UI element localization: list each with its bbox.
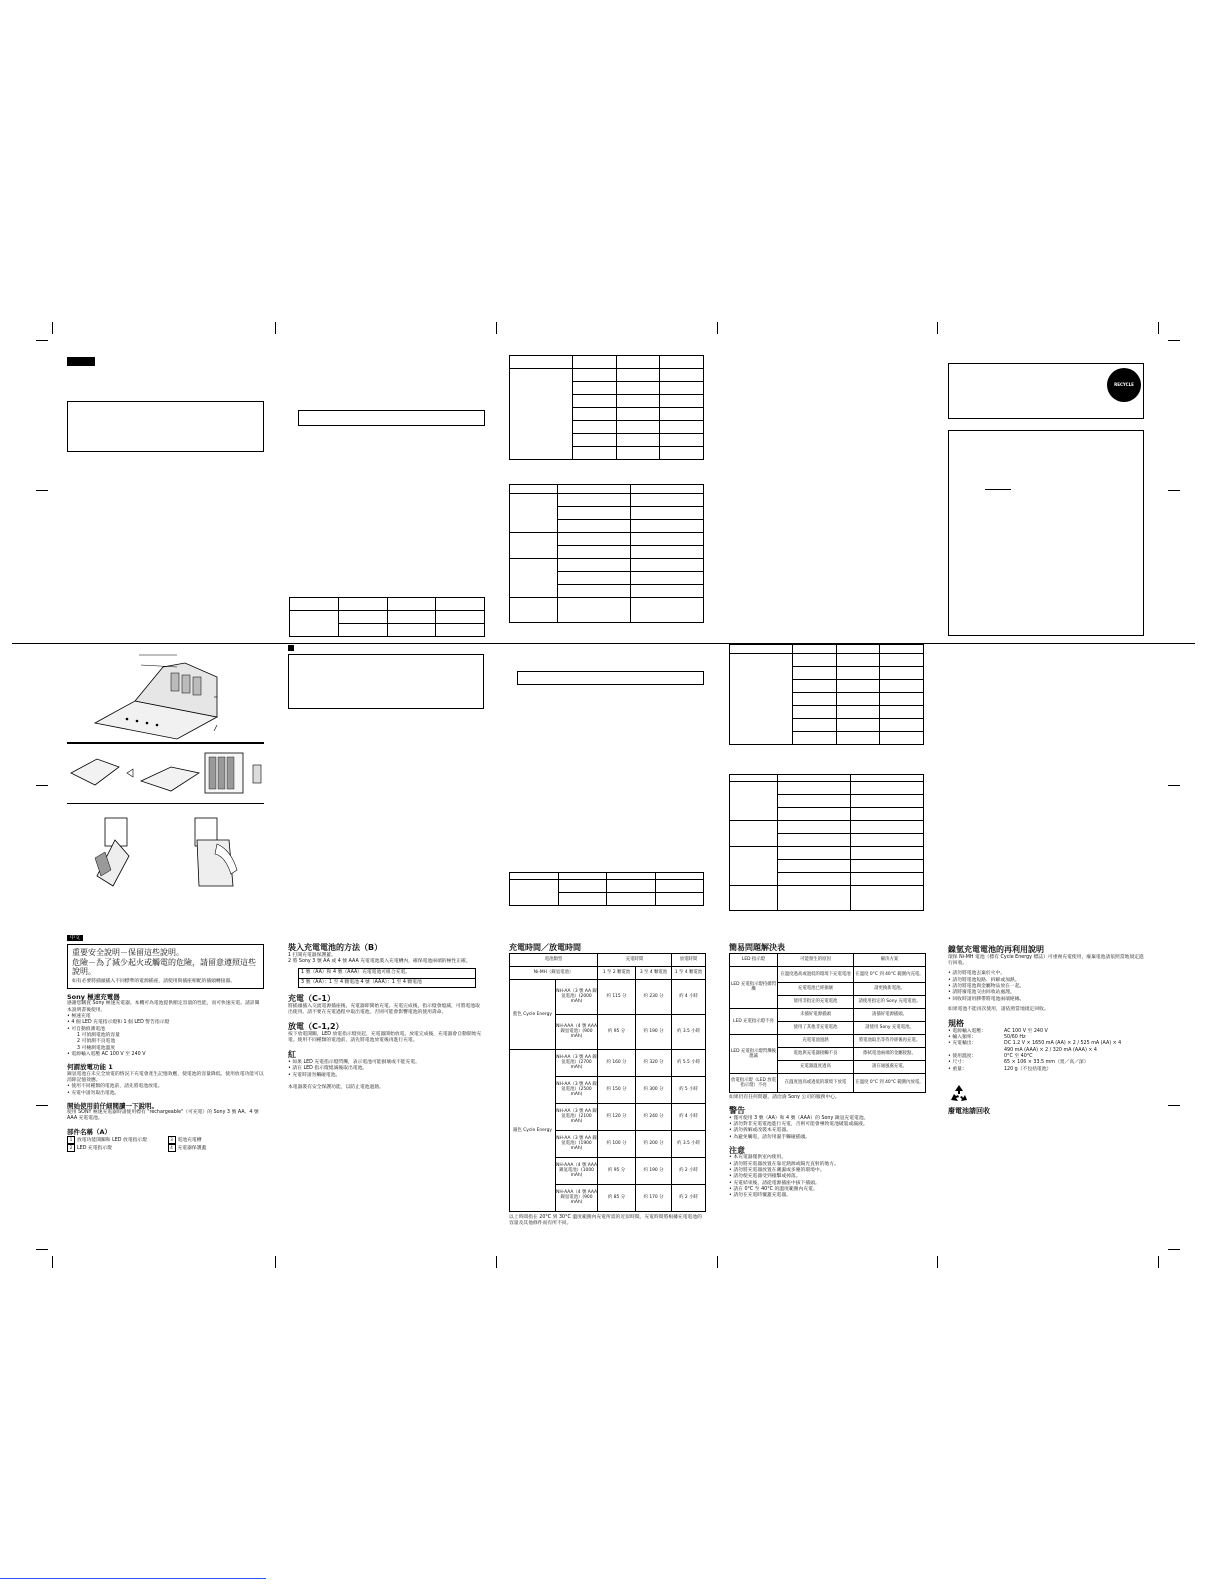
recycle-heading: 鎳氫充電電池的再利用說明 [948, 945, 1044, 954]
recycle-icon [948, 1083, 970, 1105]
middle-table-c [729, 774, 924, 911]
warning-item: • 請勿拆解或改裝本充電器。 [729, 1128, 791, 1134]
warning-heading: 警告 [729, 1105, 745, 1115]
table-row: 銀色 Cycle Energy NH-AA（3 號 AA 鎳氫電池）(2700 mAh) 約 160 分 約 320 分 約 5.5 小時 [510, 1049, 706, 1076]
table-row: 電池與充電器接觸不良 擦拭電池兩端的金屬接點。 [730, 1047, 926, 1060]
part-item: 3 電池充電槽 [168, 1136, 265, 1144]
insert-step: 2 將 Sony 3 號 AA 或 4 號 AAA 充電電池裝入充電槽內，確保電池兩端的極性正確。 [288, 958, 471, 964]
recharge-note: • 充電中請勿取出電池。 [67, 1090, 120, 1096]
spec-label: • 使用溫度： [948, 1054, 977, 1060]
recycle-badge: RECYCLE [1107, 368, 1141, 402]
feature-item: • 可自動偵測電池 [67, 1026, 105, 1032]
col-subheader: 1 至 4 顆電池 [672, 966, 706, 979]
upper-table-a [289, 597, 485, 637]
red-item: • 充電時請勿觸碰電池。 [288, 1072, 341, 1078]
col-header: 放電時間 [672, 953, 706, 966]
caution-heading: 注意 [729, 1145, 745, 1155]
spec-label: • 電源輸入電壓： [948, 1028, 986, 1034]
caution-item: • 請勿將充電器放置在靠近熱源或陽光直射的地方。 [729, 1161, 839, 1167]
charge-heading: 充電（C-1） [288, 993, 335, 1003]
column-3 [509, 943, 705, 1227]
col-subheader: Ni-MH（鎳氫電池） [510, 966, 598, 979]
caution-item: • 本充電器僅供室內使用。 [729, 1155, 787, 1161]
intro-body: 感謝您購買 Sony 極速充電器。本機可為電池提供額定容量的性能，而可快速充電。請詳閱本說明書後使用。 [67, 1001, 260, 1013]
intro-heading: Sony 極速充電器 [67, 993, 120, 1002]
before-use-heading: 開始使用前仔細閱讀一下說明。 [67, 1101, 158, 1110]
caution-item: • 請勿將充電器放置在潮濕或多塵的環境中。 [729, 1168, 825, 1174]
spec-label: • 輸入頻率： [948, 1035, 977, 1041]
part-item: 2 LED 充電指示燈 [67, 1144, 164, 1152]
table-row: 充電器溫度過高 請在通風處充電。 [730, 1060, 926, 1073]
warning-item: • 請勿對非充電電池進行充電，否則可能會導致電池破裂或漏液。 [729, 1121, 868, 1127]
recycle-logo [948, 1083, 1144, 1116]
caution-item: • 請勿在充電時覆蓋充電器。 [729, 1193, 791, 1199]
insert-battery-illustration [67, 745, 264, 803]
discharge-body: 按下放電開關，LED 放電指示燈亮起，充電器開始放電。放電完成後，充電器會自動開始充電。使用不同種類的電池前，請先將電池放電後再進行充電。 [288, 1031, 482, 1044]
group-label: 藍色 Cycle Energy [510, 979, 556, 1049]
recharge-note: • 使用不同種類的電池前，請先將電池放電。 [67, 1084, 163, 1090]
recycle-logo-label: 廢電池請回收 [948, 1107, 990, 1116]
red-item: • 請在 LED 指示燈熄滅後取出電池。 [288, 1066, 368, 1072]
wall-plug-illustration [67, 806, 264, 891]
insert-note-line: 1 號（AA）和 4 號（AAA）充電電池可組合充電。 [299, 969, 475, 978]
feature-item: • 4 個 LED 充電指示燈和 1 個 LED 警告指示燈 [67, 1020, 170, 1026]
trouble-table [729, 953, 926, 1093]
specs-list [948, 1029, 1144, 1073]
recycle-item: • 請將廢電池交由回收站處理。 [948, 990, 1015, 996]
trouble-note: 如果仍有任何問題，請洽詢 Sony 公司的服務中心。 [729, 1094, 840, 1100]
recycle-item: • 請勿將電池與金屬物品放在一起。 [948, 983, 1025, 989]
group-label: 銀色 Cycle Energy [510, 1049, 556, 1211]
red-heading: 紅 [288, 1050, 296, 1060]
recycle-item: • 請勿將電池短路、拆解或加熱。 [948, 977, 1020, 983]
caution-item: • 請在 0°C 至 40°C 的溫度範圍內充電。 [729, 1187, 818, 1193]
insert-note-box [298, 968, 476, 988]
upper-table-b [509, 355, 704, 460]
table-row: NH-AA（3 號 AA 鎳氫電池）(2500 mAh) 約 150 分 約 300 分 約 5 小時 [510, 1076, 706, 1103]
discharge-heading: 放電（C-1,2） [288, 1022, 344, 1032]
spec-value: 490 mA (AAA) × 2 / 320 mA (AAA) × 4 [1004, 1047, 1097, 1053]
column-4 [729, 943, 925, 1200]
feature-item: • 電源輸入電壓 AC 100 V 至 240 V [67, 1052, 146, 1058]
recycle-item: • 請勿將電池丟棄於火中。 [948, 971, 1006, 977]
col-header: LED 指示燈 [730, 953, 778, 966]
safety-body: 如有必要將插頭插入不同標準的電源插座，請使用與插座相配的插頭轉接器。 [72, 979, 236, 985]
table-row: NH-AA（3 號 AA 鎳氫電池）(2100 mAh) 約 120 分 約 240 分 約 4 小時 [510, 1103, 706, 1130]
col-header: 可能發生的原因 [778, 953, 854, 966]
column-5 [948, 945, 1144, 1116]
column-2 [288, 943, 484, 1091]
language-tag: 中文 [67, 935, 83, 941]
safety-danger: 危險－為了減少起火或觸電的危險，請留意遵照這些說明。 [72, 957, 256, 977]
insert-heading: 裝入充電電池的方法（B） [288, 943, 383, 952]
table-row: 充電電池已經損壞 請更換新電池。 [730, 982, 926, 995]
middle-table-b [729, 644, 924, 745]
part-item: 4 充電器保護蓋 [168, 1144, 265, 1152]
recharge-body: 鎳氫電池在未完全放電的情況下充電會產生記憶效應，使電池的容量降低。使用放電功能可以消除記憶效應。 [67, 1071, 264, 1083]
col-header: 電池類型 [510, 953, 598, 966]
charge-time-table [509, 953, 706, 1212]
feature-item: 3 可檢測電池溫度 [77, 1045, 116, 1051]
recharge-heading: 何謂放電功能 1 [67, 1063, 113, 1072]
feature-item: 2 可偵測不良電池 [77, 1039, 116, 1045]
insert-note-line: 3 號（AA）：1 至 4 顆電池 4 號（AAA）：1 至 4 顆電池 [301, 979, 422, 985]
safety-title: 重要安全說明－保留這些說明。 [72, 948, 184, 958]
part-item: 1 放電功能開關和 LED 放電指示燈 [67, 1136, 164, 1144]
spec-value: DC 1.2 V × 1650 mA (AA) × 2 / 525 mA (AA) × 4 [1004, 1041, 1122, 1047]
safety-box [67, 944, 264, 989]
charger-illustration [67, 645, 264, 740]
spec-value: 65 × 106 × 33.5 mm（寬／高／深） [1004, 1060, 1089, 1066]
table-row: LED 充電指示燈不亮 未插好電源插頭 請插好電源插頭。 [730, 1008, 926, 1021]
insert-step: 1 打開充電器保護蓋。 [288, 952, 336, 958]
recycle-footer: 如果電池不能再次使用，請依照當地規定回收。 [948, 1006, 1049, 1012]
table-row: 藍色 Cycle Energy NH-AA（3 號 AA 鎳氫電池）(2000 mAh) 約 115 分 約 230 分 約 4 小時 [510, 979, 706, 1014]
charge-time-heading: 充電時間／放電時間 [509, 943, 581, 952]
trouble-heading: 簡易問題解決表 [729, 943, 785, 952]
red-item: • 如果 LED 充電指示燈閃爍，表示電池可能損壞或不能充電。 [288, 1060, 420, 1065]
red-note: 本電器裝有安全保護功能，以防止電池過熱。 [288, 1084, 384, 1090]
before-use-body: 使用 SONY 極速充電器時請使用標有 "rechargeable"（可充電）的 Sony 3 號 AA、4 號 AAA 充電電池。 [67, 1110, 259, 1122]
parts-heading: 部件名稱（A） [67, 1127, 112, 1136]
spec-value: 0°C 至 40°C [1004, 1054, 1033, 1060]
warning-item: • 為避免觸電，請勿用濕手觸碰插頭。 [729, 1134, 811, 1140]
specs-heading: 規格 [948, 1019, 964, 1029]
table-row: 使用了其他非充電電池 請使用 Sony 充電電池。 [730, 1021, 926, 1034]
recycle-body: 環保 Ni-MH 電池（標有 Cycle Energy 標誌）可重複充電使用，廢棄電池請依照當地規定進行回收。 [948, 954, 1144, 966]
middle-table-a [509, 872, 704, 906]
col-subheader: 1 至 2 顆電池 [598, 966, 636, 979]
col-subheader: 3 至 4 顆電池 [636, 966, 672, 979]
table-row: LED 充電指示燈持續閃爍 在溫度過高或過低的環境下充電電池 在溫度 0°C 到 40°C 範圍內充電。 [730, 966, 926, 982]
warning-item: • 僅可使用 3 號（AA）和 4 號（AAA）的 Sony 鎳氫充電電池。 [729, 1115, 869, 1121]
spec-label: • 尺寸： [948, 1060, 967, 1066]
spec-value: AC 100 V 至 240 V [1004, 1028, 1048, 1034]
feature-item: 1 可偵測電池的容量 [77, 1033, 120, 1039]
table-row: 放電指示燈（LED 放電指示燈）不亮 在溫度過高或過低的環境下放電 在溫度 0°C 到 40°C 範圍內放電。 [730, 1073, 926, 1092]
column-1 [67, 935, 264, 1152]
charge-time-footnote: 以上時間指在 20°C 到 30°C 溫度範圍內充電所需的近似時間。充電時間將根據充電電池的容量及其他條件而有所不同。 [509, 1214, 702, 1226]
caution-item: • 請勿使充電器受到撞擊或掉落。 [729, 1174, 801, 1180]
table-row: 使用非指定的充電電池 請使用指定的 Sony 充電電池。 [730, 995, 926, 1008]
spec-label: • 重量： [948, 1066, 967, 1072]
spec-value: 120 g（不包括電池） [1004, 1066, 1052, 1072]
caution-item: • 充電結束後，請從電源插座中拔下插頭。 [729, 1180, 820, 1186]
spec-label: • 充電輸出： [948, 1041, 977, 1047]
col-header: 解決方案 [854, 953, 926, 966]
recycle-item: • 回收時請用膠帶將電池兩端絕緣。 [948, 996, 1025, 1002]
charge-body: 將插頭插入交流電源插座後，充電器即開始充電。充電完成後，指示燈會熄滅，可將電池取出使用。請不要在充電過程中取出電池，否則可能會影響電池的使用壽命。 [288, 1003, 480, 1015]
table-row: NH-AAA（4 號 AAA 鎳氫電池）(900 mAh) 約 85 分 約 170 分 約 2 小時 [510, 1184, 706, 1211]
table-row: NH-AAA（4 號 AAA 鎳氫電池）(1000 mAh) 約 95 分 約 190 分 約 2 小時 [510, 1157, 706, 1184]
parts-list [67, 1136, 264, 1153]
feature-title: • 極速充電 [67, 1014, 91, 1020]
table-row: NH-AA（3 號 AA 鎳氫電池）(1900 mAh) 約 100 分 約 200 分 約 3.5 小時 [510, 1130, 706, 1157]
bottom-link-line [0, 1578, 266, 1579]
upper-table-c [509, 484, 704, 623]
table-row: NH-AAA（4 號 AAA 鎳氫電池）(900 mAh) 約 95 分 約 190 分 約 3.5 小時 [510, 1014, 706, 1049]
spec-value: 50/60 Hz [1004, 1035, 1026, 1041]
table-row: LED 充電指示燈閃爍後熄滅 充電電池過熱 將電池取出等待冷卻後再充電。 [730, 1034, 926, 1047]
col-header: 充電時間 [598, 953, 672, 966]
